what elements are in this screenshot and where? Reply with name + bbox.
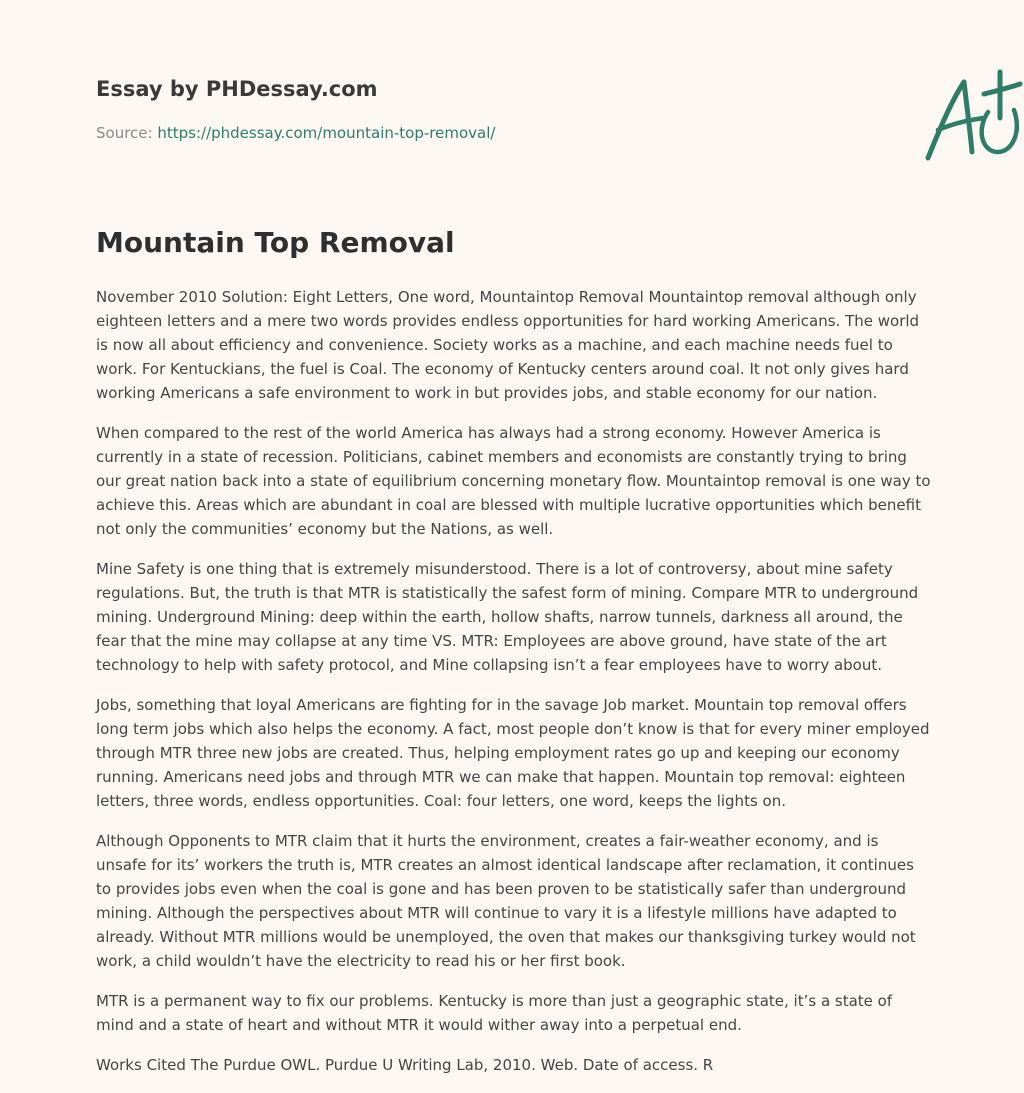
essay-paragraph: Jobs, something that loyal Americans are fighting for in the savage Job market. Mountain top removal offers long term jobs which also helps the economy. A fact, most people don’t know is that for every miner employed through MTR three new jobs are created. Thus, helping employment rates go up and keeping our economy running. Americans need jobs and through MTR we can make that happen. Mountain top removal: eighteen letters, three words, endless opportunities. Coal: four letters, one word, keeps the lights on.: [96, 696, 930, 810]
a-plus-logo-icon: [920, 68, 1024, 164]
essay-paragraph: Mine Safety is one thing that is extremely misunderstood. There is a lot of controversy, about mine safety regulations. But, the truth is that MTR is statistically the safest form of mining. Compare MTR to underground mining. Underground Mining: deep within the earth, hollow shafts, narrow tunnels, darkness all around, the fear that the mine may collapse at any time VS. MTR: Employees are above ground, have state of the art technology to help with safety protocol, and Mine collapsing isn’t a fear employees have to worry about.: [96, 560, 919, 674]
essay-title: Mountain Top Removal: [96, 226, 455, 259]
essay-body: [96, 285, 932, 1093]
source-line: [96, 124, 495, 142]
essay-paragraph: November 2010 Solution: Eight Letters, One word, Mountaintop Removal Mountaintop removal although only eighteen letters and a mere two words provides endless opportunities for hard working Americans. The world is now all about efficiency and convenience. Society works as a machine, and each machine needs fuel to work. For Kentuckians, the fuel is Coal. The economy of Kentucky centers around coal. It not only gives hard working Americans a safe environment to work in but provides jobs, and stable economy for our nation.: [96, 288, 920, 402]
essay-paragraph: Although Opponents to MTR claim that it hurts the environment, creates a fair-weather economy, and is unsafe for its’ workers the truth is, MTR creates an almost identical landscape after reclamation, it continues to provides jobs even when the coal is gone and has been proven to be statistically safer than underground mining. Although the perspectives about MTR will continue to vary it is a lifestyle millions have adapted to already. Without MTR millions would be unemployed, the oven that makes our thanksgiving turkey would not work, a child wouldn’t have the electricity to read his or her first book.: [96, 832, 916, 970]
essay-paragraph: Works Cited The Purdue OWL. Purdue U Writing Lab, 2010. Web. Date of access. R: [96, 1056, 714, 1074]
essay-paragraph: MTR is a permanent way to fix our problems. Kentucky is more than just a geographic state, it’s a state of mind and a state of heart and without MTR it would wither away into a perpetual end.: [96, 992, 893, 1034]
source-label: Source:: [96, 124, 153, 142]
site-brand: Essay by PHDessay.com: [96, 77, 378, 101]
logo-a-left-stroke: [928, 82, 964, 158]
essay-paragraph: When compared to the rest of the world America has always had a strong economy. However America is currently in a state of recession. Politicians, cabinet members and economists are constantly trying to bring our great nation back into a state of equilibrium concerning monetary flow. Mountaintop removal is one way to achieve this. Areas which are abundant in coal are blessed with multiple lucrative opportunities which benefit not only the communities’ economy but the Nations, as well.: [96, 424, 931, 538]
logo-a-right-stroke: [964, 82, 972, 152]
source-link[interactable]: https://phdessay.com/mountain-top-removal/: [157, 124, 496, 142]
